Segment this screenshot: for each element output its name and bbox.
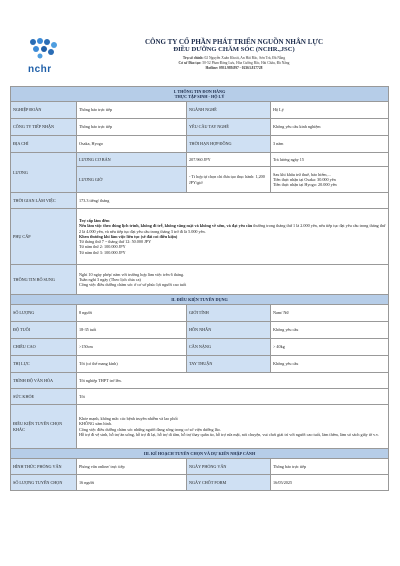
- company-name-line2: ĐIỀU DƯỠNG CHĂM SÓC (NCHR.,JSC): [173, 46, 295, 53]
- section-1-title: I. THÔNG TIN ĐƠN HÀNG THỰC TẬP SINH - HỘ LÝ: [11, 87, 389, 102]
- logo-text: nchr: [28, 64, 52, 75]
- value-can-nang: > 40kg: [271, 339, 389, 356]
- value-dieu-kien-khac: Khỏe mạnh, không mắc các bệnh truyền nhiễm và lao phổi KHÔNG xăm hình. Công việc điều dưỡng chăm sóc những người đang sống trong cơ sở viện dưỡng lão. Hỗ trợ đi vệ sinh, hỗ trợ ăn uống, hỗ trợ đi lại, hỗ trợ di tắm, hỗ trợ thay quần áo, hỗ trợ rửa mặt, nói chuyện, vui chơi giải trí với người cao tuổi, làm thêm, làm só sách giấy tờ v.v.: [77, 405, 389, 449]
- label-suc-khoe: SỨC KHỎE: [11, 389, 77, 405]
- label-so-luong-tuyen-chon: SỐ LƯỢNG TUYỂN CHỌN: [11, 475, 77, 491]
- company-name-line1: CÔNG TY CỔ PHẦN PHÁT TRIỂN NGUỒN NHÂN LỰC: [145, 38, 323, 46]
- value-so-luong: 8 người: [77, 305, 187, 322]
- label-ngay-pv: NGÀY PHỎNG VẤN: [187, 459, 271, 475]
- value-cong-ty: Thông báo trực tiếp: [77, 119, 187, 136]
- value-luong-co-ban: 207.960 JPY: [187, 153, 271, 167]
- label-luong-gio: LƯƠNG GIỜ: [77, 167, 187, 193]
- label-tay-nghe: YÊU CẦU TAY NGHỀ: [187, 119, 271, 136]
- label-do-tuoi: ĐỘ TUỔI: [11, 322, 77, 339]
- label-gioi-tinh: GIỚI TÍNH: [187, 305, 271, 322]
- value-hon-nhan: Không yêu cầu: [271, 322, 389, 339]
- label-tay-thuan: TAY THUẬN: [187, 356, 271, 373]
- company-header: [24, 36, 384, 84]
- value-nghiep-doan: Thông báo trực tiếp: [77, 102, 187, 119]
- value-phu-cap: Trợ cấp làm đêm Nếu làm việc theo đúng lịch trình, không đi trễ, không vắng mặt và không về sớm, và đạt yêu cầu thường trong tháng thứ 1 là 2.000 yên, nếu tiếp tục đạt yêu cầu trong tháng thứ 2 là 4.000 yên, và nếu tiếp tục đạt yêu cầu trong tháng 3 trở đi là 5.000 yên. Khen thưởng khi làm việc liên tục (sẽ đài coi điều kiện) Từ tháng thứ 7 ~ tháng thứ 12: 50.000 JPY Từ năm thứ 2: 100.000 JPY Từ năm thứ 3: 100.000 JPY: [77, 209, 389, 265]
- label-trinh-do: TRÌNH ĐỘ VĂN HÓA: [11, 373, 77, 389]
- label-bo-sung: THÔNG TIN BỔ SUNG: [11, 265, 77, 295]
- label-dia-chi: ĐỊA CHỈ: [11, 136, 77, 153]
- value-ngay-chot-form: 16/05/2025: [271, 475, 389, 491]
- value-so-luong-tuyen-chon: 16 người: [77, 475, 187, 491]
- company-address: Trụ sở chính: 02 Nguyễn Xuân Khoát, An Hải Bắc, Sơn Trà, Đà Nẵng Cơ sở Đào tạo: 50-52 Phan Đăng Lưu, Hòa Cường Bắc, Hải Châu, Đà Nẵng Hotline: 0931.989.897 - 02363.817728: [178, 56, 290, 70]
- label-nghiep-doan: NGHIỆP ĐOÀN: [11, 102, 77, 119]
- label-dieu-kien-khac: ĐIỀU KIỆN TUYỂN CHỌN KHÁC: [11, 405, 77, 449]
- label-chieu-cao: CHIỀU CAO: [11, 339, 77, 356]
- value-luong-gio: - Tt hợp tự chọn chi đưa tạo thục hành: 1,200 JPY/giờ: [187, 167, 271, 193]
- hotline: Hotline: 0931.989.897 - 02363.817728: [205, 66, 263, 70]
- value-ngay-pv: Thông báo trực tiếp: [271, 459, 389, 475]
- job-order-table: [10, 86, 389, 491]
- label-luong-co-ban: LƯƠNG CƠ BẢN: [77, 153, 187, 167]
- label-ngay-chot-form: NGÀY CHỐT FORM: [187, 475, 271, 491]
- value-hop-dong: 3 năm: [271, 136, 389, 153]
- value-trinh-do: Tốt nghiệp THPT trở lên.: [77, 373, 389, 389]
- label-hop-dong: THỜI HẠN HỢP ĐỒNG: [187, 136, 271, 153]
- company-info: [84, 38, 384, 71]
- value-thuc-nhan: Sau khi khấu trừ thuế, bảo hiểm,... Tiền thực nhận tại Osaka: 30.000 yên Tiền thực nhận tại Hyogo: 20.000 yên: [271, 167, 389, 193]
- label-nganh-nghe: NGÀNH NGHỀ: [187, 102, 271, 119]
- label-so-luong: SỐ LƯỢNG: [11, 305, 77, 322]
- value-thoi-gian-lam-viec: 173.3 tiếng/ tháng: [77, 193, 389, 209]
- value-tay-nghe: Không yêu cầu kinh nghiệm: [271, 119, 389, 136]
- hq-address: 02 Nguyễn Xuân Khoát, An Hải Bắc, Sơn Trà, Đà Nẵng: [204, 56, 286, 60]
- section-3-title: III. KẾ HOẠCH TUYỂN CHỌN VÀ DỰ KIẾN NHẬP CẢNH: [11, 449, 389, 459]
- label-phu-cap: PHỤ CẤP: [11, 209, 77, 265]
- label-can-nang: CÂN NẶNG: [187, 339, 271, 356]
- label-luong: LƯƠNG: [11, 153, 77, 193]
- label-hon-nhan: HÔN NHÂN: [187, 322, 271, 339]
- branch-address: 50-52 Phan Đăng Lưu, Hòa Cường Bắc, Hải Châu, Đà Nẵng: [202, 61, 290, 65]
- value-thi-luc: Tốt (có thể mang kính): [77, 356, 187, 373]
- value-do-tuoi: 18-35 tuổi: [77, 322, 187, 339]
- label-hinh-thuc-pv: HÌNH THỨC PHỎNG VẤN: [11, 459, 77, 475]
- section-2-title: II. ĐIỀU KIỆN TUYỂN DỤNG: [11, 295, 389, 305]
- value-gioi-tinh: Nam/ Nữ: [271, 305, 389, 322]
- label-thi-luc: THỊ LỰC: [11, 356, 77, 373]
- value-tra-luong: Trả lương ngày 15: [271, 153, 389, 167]
- label-cong-ty: CÔNG TY TIẾP NHẬN: [11, 119, 77, 136]
- value-chieu-cao: >150cm: [77, 339, 187, 356]
- value-bo-sung: Nghỉ 10 ngày phép/ năm với trường hợp làm việc trên 6 tháng. Tuần nghỉ 3 ngày (Theo lịch chia ca) Công việc điều dưỡng chăm sóc ở cơ sở phúc lợi người cao tuổi: [77, 265, 389, 295]
- value-nganh-nghe: Hộ Lý: [271, 102, 389, 119]
- value-dia-chi: Osaka, Hyogo: [77, 136, 187, 153]
- value-suc-khoe: Tốt: [77, 389, 389, 405]
- value-hinh-thuc-pv: Phỏng vấn online/ trực tiếp: [77, 459, 187, 475]
- value-tay-thuan: Không yêu cầu: [271, 356, 389, 373]
- label-thoi-gian-lam-viec: THỜI GIAN LÀM VIỆC: [11, 193, 77, 209]
